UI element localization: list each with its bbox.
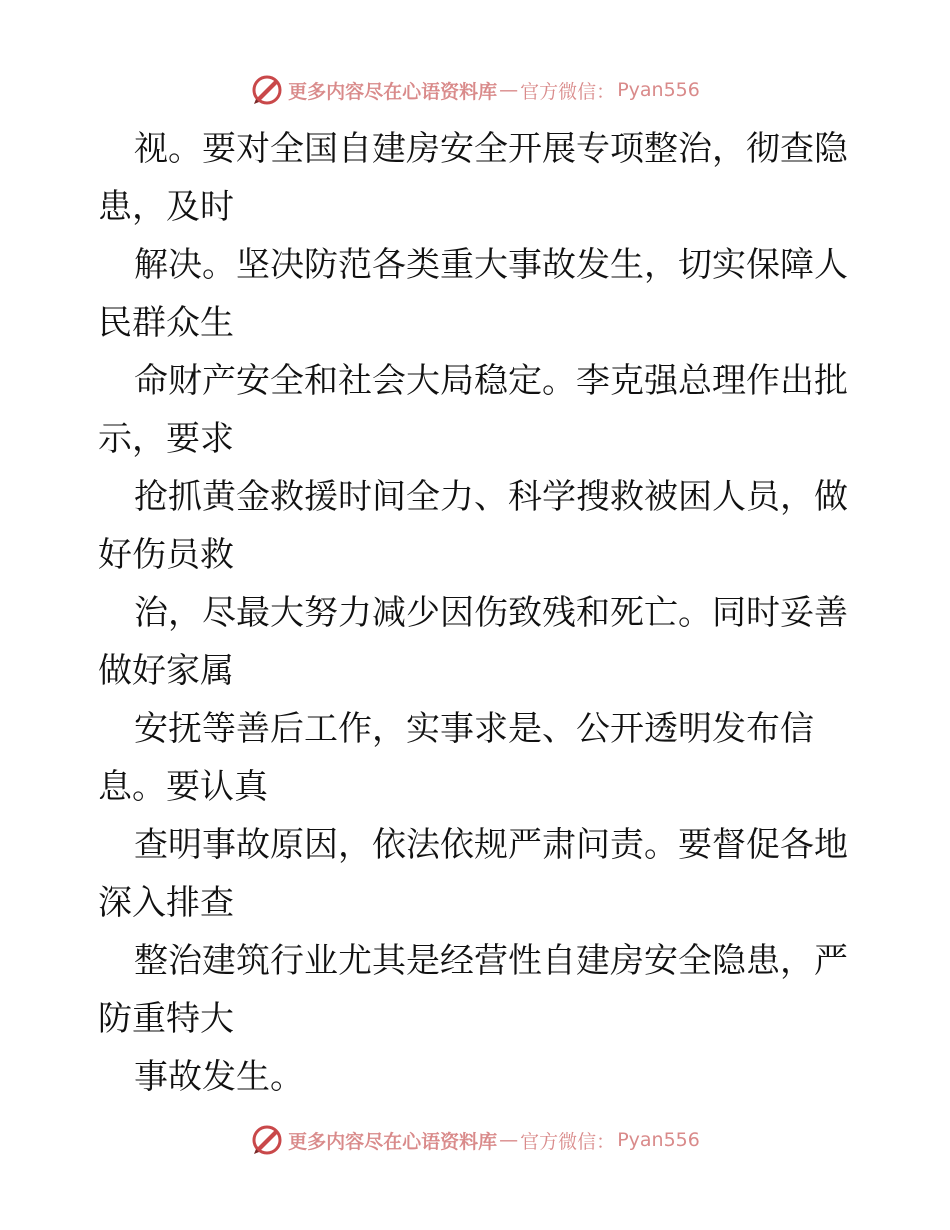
text-line: 示，要求 [98, 419, 234, 459]
document-body [98, 120, 858, 1106]
text-line: 查明事故原因，依法依规严肃问责。要督促各地 [134, 825, 848, 865]
text-line: 视。要对全国自建房安全开展专项整治，彻查隐 [134, 129, 848, 169]
banner-wechat-id: Pyan556 [617, 1129, 700, 1151]
footer-banner [0, 1120, 950, 1160]
text-line: 解决。坚决防范各类重大事故发生，切实保障人 [134, 245, 848, 285]
text-line: 整治建筑行业尤其是经营性自建房安全隐患，严 [134, 941, 848, 981]
text-line: 安抚等善后工作，实事求是、公开透明发布信 [134, 709, 814, 749]
text-line: 深入排查 [98, 883, 234, 923]
pen-logo-icon [250, 73, 284, 107]
text-line: 做好家属 [98, 651, 234, 691]
text-line: 命财产安全和社会大局稳定。李克强总理作出批 [134, 361, 848, 401]
text-line: 治，尽最大努力减少因伤致残和死亡。同时妥善 [134, 593, 848, 633]
header-banner [0, 70, 950, 110]
banner-wechat-id: Pyan556 [617, 79, 700, 101]
banner-separator: — [499, 79, 519, 101]
banner-site-text: 更多内容尽在心语资料库 [288, 80, 498, 103]
text-line: 事故发生。 [134, 1057, 304, 1097]
pen-logo-icon [250, 1123, 284, 1157]
banner-wechat-label: 官方微信： [520, 1130, 616, 1153]
text-line: 防重特大 [98, 999, 234, 1039]
banner-site-text: 更多内容尽在心语资料库 [288, 1130, 498, 1153]
text-line: 好伤员救 [98, 535, 234, 575]
text-line: 民群众生 [98, 303, 234, 343]
banner-separator: — [499, 1129, 519, 1151]
text-line: 抢抓黄金救援时间全力、科学搜救被困人员，做 [134, 477, 848, 517]
text-line: 患，及时 [98, 187, 234, 227]
banner-wechat-label: 官方微信： [520, 80, 616, 103]
text-line: 息。要认真 [98, 767, 268, 807]
